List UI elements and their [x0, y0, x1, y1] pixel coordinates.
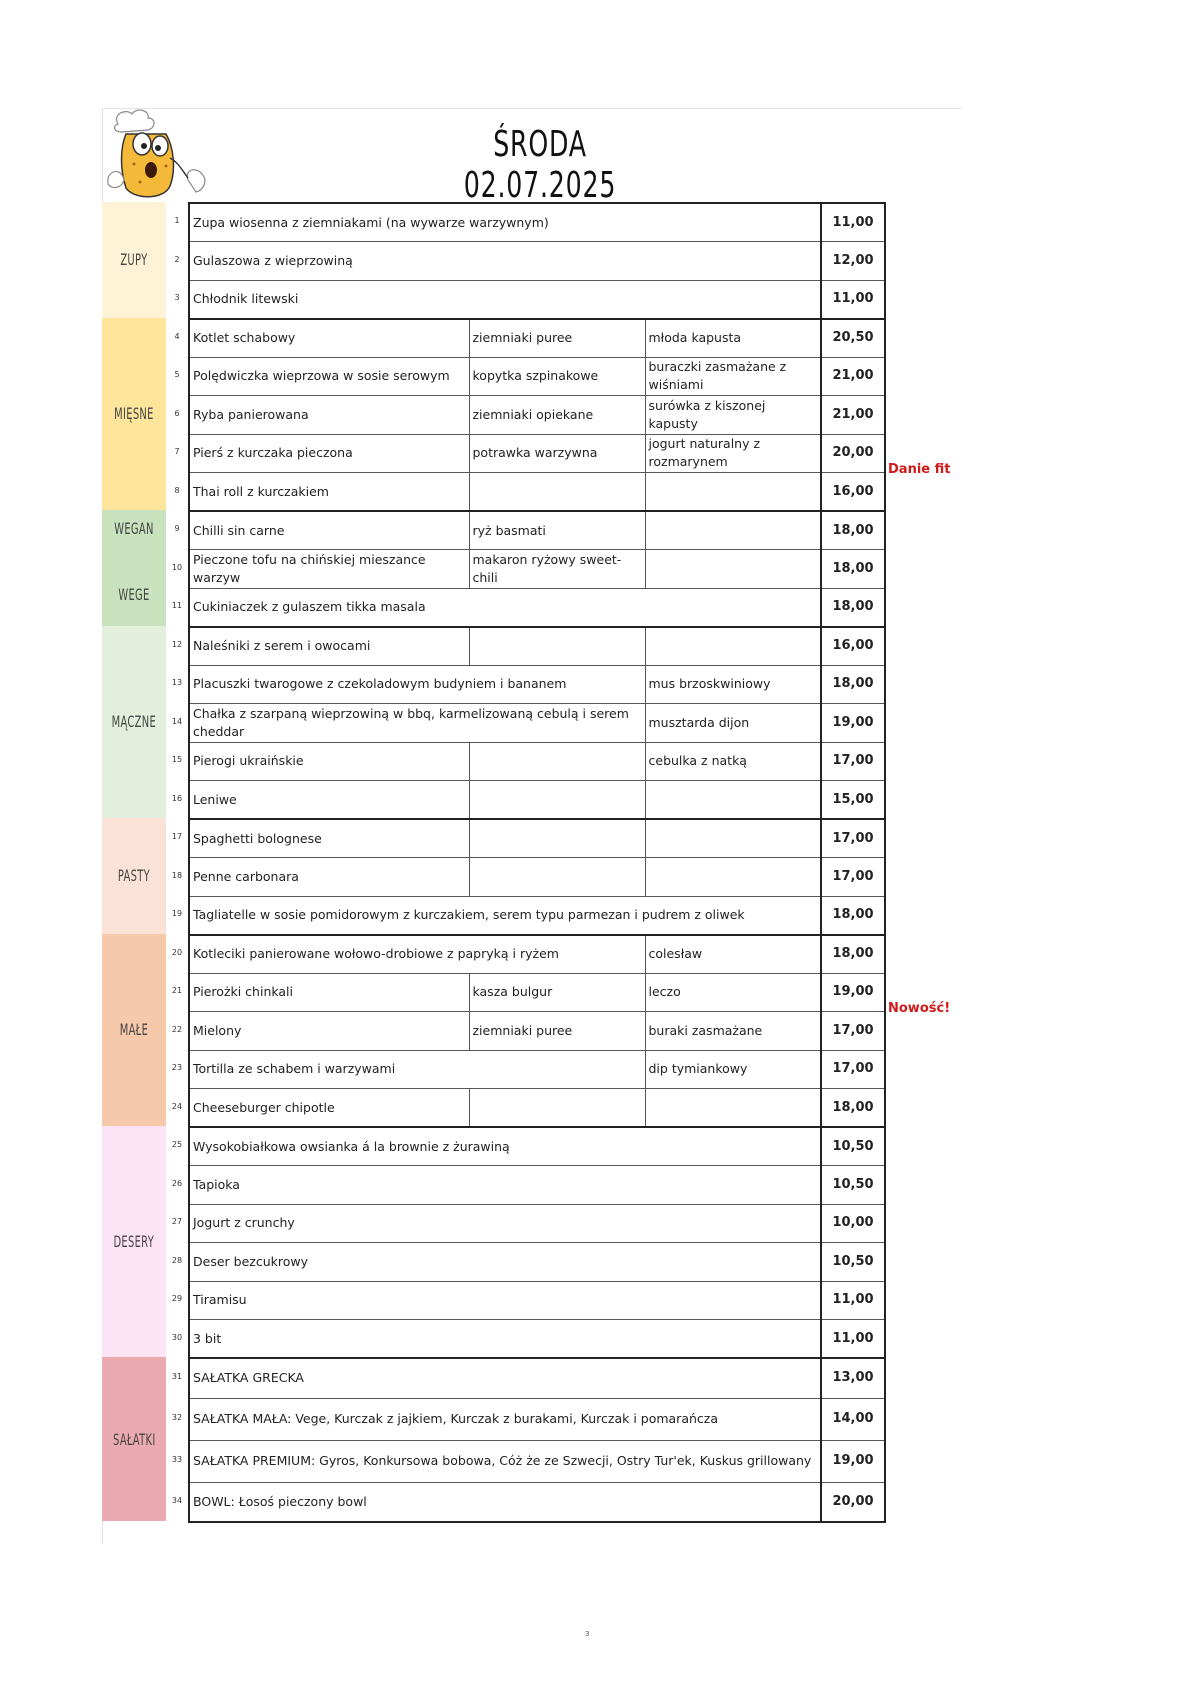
price-cell: 16,00 [821, 627, 885, 666]
extra-cell: dip tymiankowy [645, 1050, 821, 1089]
row-number: 34 [171, 1496, 183, 1505]
table-row [189, 1440, 885, 1482]
dish-name-cell: Placuszki twarogowe z czekoladowym budyniem i bananem [189, 665, 645, 704]
table-row [189, 781, 885, 820]
table-row [189, 858, 885, 897]
side-dish-cell: ziemniaki puree [469, 1012, 645, 1051]
price-cell: 18,00 [821, 588, 885, 627]
table-row [189, 588, 885, 627]
price-cell: 18,00 [821, 511, 885, 550]
row-number: 5 [174, 370, 180, 380]
dish-name-cell: Wysokobiałkowa owsianka á la brownie z żurawiną [189, 1127, 821, 1166]
extra-cell [645, 858, 821, 897]
dish-name-cell: Pierogi ukraińskie [189, 742, 469, 781]
table-row [189, 1482, 885, 1522]
row-number: 17 [171, 832, 183, 842]
price-cell: 10,00 [821, 1204, 885, 1243]
row-number: 9 [174, 524, 180, 534]
dish-name-cell: Tiramisu [189, 1281, 821, 1320]
price-cell: 14,00 [821, 1398, 885, 1440]
price-cell: 17,00 [821, 1012, 885, 1051]
table-row [189, 280, 885, 319]
side-dish-cell [469, 627, 645, 666]
extra-cell [645, 1089, 821, 1128]
side-dish-cell: makaron ryżowy sweet-chili [469, 550, 645, 589]
table-row [189, 1050, 885, 1089]
dish-name-cell: BOWL: Łosoś pieczony bowl [189, 1482, 821, 1522]
extra-cell: mus brzoskwiniowy [645, 665, 821, 704]
dish-name-cell: Jogurt z crunchy [189, 1204, 821, 1243]
table-row [189, 1204, 885, 1243]
row-number: 29 [171, 1294, 183, 1304]
table-row [189, 550, 885, 589]
dish-name-cell: Tortilla ze schabem i warzywami [189, 1050, 645, 1089]
table-row [189, 1127, 885, 1166]
dish-name-cell: Chłodnik litewski [189, 280, 821, 319]
table-row [189, 473, 885, 512]
page-number: 3 [585, 1630, 590, 1638]
dish-name-cell: Ryba panierowana [189, 396, 469, 435]
side-dish-cell [469, 858, 645, 897]
dish-name-cell: 3 bit [189, 1320, 821, 1359]
extra-cell [645, 550, 821, 589]
row-number: 15 [171, 755, 183, 765]
menu-table [188, 202, 886, 1523]
dish-name-cell: Spaghetti bolognese [189, 819, 469, 858]
extra-cell: colesław [645, 935, 821, 974]
side-dish-cell: ziemniaki puree [469, 319, 645, 358]
dish-name-cell: SAŁATKA GRECKA [189, 1358, 821, 1398]
price-cell: 18,00 [821, 665, 885, 704]
extra-cell: cebulka z natką [645, 742, 821, 781]
row-number: 1 [174, 216, 180, 226]
side-dish-cell [469, 781, 645, 820]
dish-name-cell: Tapioka [189, 1166, 821, 1205]
dish-name-cell: Penne carbonara [189, 858, 469, 897]
table-row [189, 665, 885, 704]
price-cell: 20,00 [821, 434, 885, 473]
dish-name-cell: Gulaszowa z wieprzowiną [189, 242, 821, 281]
dish-name-cell: Zupa wiosenna z ziemniakami (na wywarze warzywnym) [189, 203, 821, 242]
table-row [189, 203, 885, 242]
price-cell: 19,00 [821, 973, 885, 1012]
dish-name-cell: Deser bezcukrowy [189, 1243, 821, 1282]
price-cell: 17,00 [821, 1050, 885, 1089]
price-cell: 21,00 [821, 357, 885, 396]
page-title: ŚRODA 02.07.2025 [463, 124, 617, 206]
table-row [189, 896, 885, 935]
extra-cell: buraczki zasmażane z wiśniami [645, 357, 821, 396]
table-row [189, 704, 885, 743]
price-cell: 12,00 [821, 242, 885, 281]
note-label: Danie fit [888, 461, 951, 477]
table-row [189, 511, 885, 550]
table-row [189, 1243, 885, 1282]
row-number: 30 [171, 1332, 183, 1342]
dish-name-cell: Leniwe [189, 781, 469, 820]
row-number: 16 [171, 793, 183, 803]
dish-name-cell: Naleśniki z serem i owocami [189, 627, 469, 666]
side-dish-cell [469, 819, 645, 858]
row-number: 33 [171, 1455, 183, 1464]
row-number: 31 [171, 1372, 183, 1381]
dish-name-cell: Chilli sin carne [189, 511, 469, 550]
price-cell: 18,00 [821, 1089, 885, 1128]
side-dish-cell [469, 742, 645, 781]
row-number: 6 [174, 408, 180, 418]
section-label: WEGE [118, 585, 150, 605]
section-label: SAŁATKI [112, 1429, 156, 1449]
table-row [189, 627, 885, 666]
dish-name-cell: Chałka z szarpaną wieprzowiną w bbq, karmelizowaną cebulą i serem cheddar [189, 704, 645, 743]
extra-cell [645, 819, 821, 858]
frame-top-line [102, 108, 962, 109]
section-label: MĄCZNE [111, 712, 157, 732]
price-cell: 11,00 [821, 1281, 885, 1320]
dish-name-cell: Polędwiczka wieprzowa w sosie serowym [189, 357, 469, 396]
dish-name-cell: Pieczone tofu na chińskiej mieszance warzyw [189, 550, 469, 589]
chef-mascot-icon [104, 108, 216, 202]
dish-name-cell: SAŁATKA PREMIUM: Gyros, Konkursowa bobowa, Cóż że ze Szwecji, Ostry Tur'ek, Kuskus grillowany [189, 1440, 821, 1482]
extra-cell: musztarda dijon [645, 704, 821, 743]
section-block-mięsne [102, 318, 166, 511]
table-row [189, 973, 885, 1012]
price-cell: 21,00 [821, 396, 885, 435]
section-block-zupy [102, 202, 166, 318]
row-number: 2 [174, 254, 180, 264]
price-cell: 13,00 [821, 1358, 885, 1398]
row-number: 26 [171, 1178, 183, 1188]
table-row [189, 1089, 885, 1128]
dish-name-cell: Thai roll z kurczakiem [189, 473, 469, 512]
section-label: PASTY [117, 866, 151, 886]
table-row [189, 742, 885, 781]
price-cell: 11,00 [821, 203, 885, 242]
price-cell: 15,00 [821, 781, 885, 820]
row-number: 21 [171, 986, 183, 996]
table-row [189, 1012, 885, 1051]
row-number: 22 [171, 1024, 183, 1034]
row-number: 11 [171, 601, 183, 611]
section-label: MIĘSNE [114, 404, 154, 424]
row-number: 28 [171, 1255, 183, 1265]
dish-name-cell: Cheeseburger chipotle [189, 1089, 469, 1128]
section-label: DESERY [113, 1232, 155, 1251]
price-cell: 10,50 [821, 1127, 885, 1166]
side-dish-cell [469, 473, 645, 512]
row-number: 4 [174, 331, 180, 341]
extra-cell: buraki zasmażane [645, 1012, 821, 1051]
section-block-desery [102, 1126, 166, 1357]
row-number: 12 [171, 639, 183, 649]
side-dish-cell: potrawka warzywna [469, 434, 645, 473]
section-label: ZUPY [120, 250, 148, 270]
extra-cell: młoda kapusta [645, 319, 821, 358]
table-row [189, 396, 885, 435]
dish-name-cell: Kotlet schabowy [189, 319, 469, 358]
side-dish-cell: kasza bulgur [469, 973, 645, 1012]
price-cell: 20,50 [821, 319, 885, 358]
table-row [189, 1358, 885, 1398]
row-number: 10 [171, 562, 183, 572]
dish-name-cell: Pierś z kurczaka pieczona [189, 434, 469, 473]
row-number: 14 [171, 716, 183, 726]
row-number: 20 [171, 947, 183, 957]
price-cell: 18,00 [821, 935, 885, 974]
extra-cell [645, 511, 821, 550]
section-block-wegan [102, 510, 166, 626]
side-dish-cell: ziemniaki opiekane [469, 396, 645, 435]
price-cell: 17,00 [821, 858, 885, 897]
table-row [189, 1281, 885, 1320]
row-number: 19 [171, 909, 183, 919]
side-dish-cell: ryż basmati [469, 511, 645, 550]
price-cell: 11,00 [821, 1320, 885, 1359]
row-number: 7 [174, 447, 180, 457]
extra-cell [645, 627, 821, 666]
section-block-pasty [102, 818, 166, 934]
row-number: 25 [171, 1140, 183, 1150]
table-row [189, 242, 885, 281]
section-block-sałatki [102, 1357, 166, 1521]
price-cell: 16,00 [821, 473, 885, 512]
dish-name-cell: Tagliatelle w sosie pomidorowym z kurczakiem, serem typu parmezan i pudrem z oliwek [189, 896, 821, 935]
extra-cell [645, 781, 821, 820]
side-dish-cell [469, 1089, 645, 1128]
table-row [189, 1320, 885, 1359]
extra-cell: surówka z kiszonej kapusty [645, 396, 821, 435]
row-number: 8 [174, 485, 180, 495]
section-block-małe [102, 934, 166, 1127]
table-row [189, 819, 885, 858]
table-row [189, 1398, 885, 1440]
row-number: 23 [171, 1063, 183, 1073]
note-label: Nowość! [888, 1000, 951, 1016]
price-cell: 20,00 [821, 1482, 885, 1522]
section-label: MAŁE [119, 1020, 149, 1040]
dish-name-cell: Mielony [189, 1012, 469, 1051]
section-label: WEGAN [114, 519, 154, 539]
price-cell: 19,00 [821, 1440, 885, 1482]
dish-name-cell: SAŁATKA MAŁA: Vege, Kurczak z jajkiem, Kurczak z burakami, Kurczak i pomarańcza [189, 1398, 821, 1440]
extra-cell: jogurt naturalny z rozmarynem [645, 434, 821, 473]
extra-cell: leczo [645, 973, 821, 1012]
dish-name-cell: Kotleciki panierowane wołowo-drobiowe z papryką i ryżem [189, 935, 645, 974]
row-number: 27 [171, 1217, 183, 1227]
row-number: 24 [171, 1101, 183, 1111]
price-cell: 19,00 [821, 704, 885, 743]
row-number: 18 [171, 870, 183, 880]
price-cell: 18,00 [821, 896, 885, 935]
dish-name-cell: Cukiniaczek z gulaszem tikka masala [189, 588, 821, 627]
table-row [189, 1166, 885, 1205]
table-row [189, 434, 885, 473]
price-cell: 10,50 [821, 1166, 885, 1205]
dish-name-cell: Pierożki chinkali [189, 973, 469, 1012]
row-number: 13 [171, 678, 183, 688]
table-row [189, 319, 885, 358]
row-number: 32 [171, 1413, 183, 1422]
price-cell: 10,50 [821, 1243, 885, 1282]
side-dish-cell: kopytka szpinakowe [469, 357, 645, 396]
row-number: 3 [174, 293, 180, 303]
section-block-mączne [102, 626, 166, 819]
price-cell: 17,00 [821, 819, 885, 858]
price-cell: 18,00 [821, 550, 885, 589]
table-row [189, 935, 885, 974]
price-cell: 17,00 [821, 742, 885, 781]
extra-cell [645, 473, 821, 512]
table-row [189, 357, 885, 396]
price-cell: 11,00 [821, 280, 885, 319]
